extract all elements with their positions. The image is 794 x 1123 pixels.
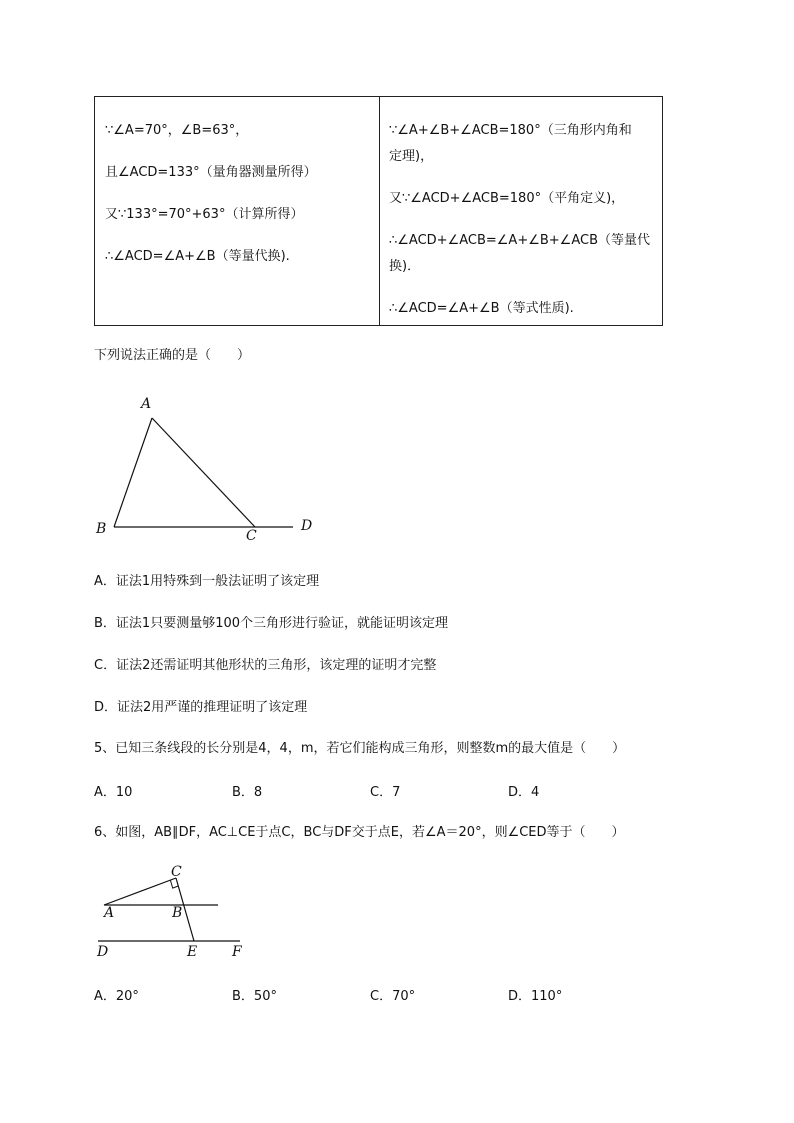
q4-option-b: B．证法1只要测量够100个三角形进行验证，就能证明该定理 [94, 616, 449, 631]
triangle-abc-figure [90, 390, 330, 550]
segment-ac [104, 878, 176, 905]
q5-option-a: A．10 [94, 785, 133, 800]
left-proof-line: 且∠ACD=133°（量角器测量所得） [105, 165, 317, 180]
q5-stem: 5、已知三条线段的长分别是4，4，m，若它们能构成三角形，则整数m的最大值是（ ） [94, 741, 626, 756]
right-proof-line: 定理)， [389, 149, 434, 164]
q5-option-b: B．8 [232, 785, 263, 800]
q6-option-a: A．20° [94, 989, 139, 1004]
q6-stem: 6、如图，AB∥DF，AC⊥CE于点C，BC与DF交于点E，若∠A＝20°，则∠CED等于（ ） [94, 825, 625, 840]
label-point-a: A [104, 905, 115, 921]
q4-option-d: D．证法2用严谨的推理证明了该定理 [94, 700, 308, 715]
label-point-b: B [96, 521, 107, 537]
segment-ac [152, 418, 255, 527]
table-divider [379, 97, 380, 325]
q4-option-c: C．证法2还需证明其他形状的三角形，该定理的证明才完整 [94, 658, 437, 673]
right-proof-line: 换)． [389, 259, 421, 274]
q4-option-a: A．证法1用特殊到一般法证明了该定理 [94, 574, 320, 589]
right-proof-line: ∴∠ACD=∠A+∠B（等式性质). [389, 301, 574, 316]
right-proof-line: 又∵∠ACD+∠ACB=180°（平角定义)， [389, 191, 625, 206]
left-proof-line: 又∵133°=70°+63°（计算所得） [105, 207, 304, 222]
label-point-e: E [187, 944, 198, 960]
label-point-a: A [141, 396, 152, 412]
label-point-b: B [172, 905, 183, 921]
q6-option-d: D．110° [508, 989, 563, 1004]
left-proof-line: ∴∠ACD=∠A+∠B（等量代换). [105, 249, 290, 264]
label-point-d: D [97, 944, 109, 960]
right-proof-line: ∵∠A+∠B+∠ACB=180°（三角形内角和 [389, 123, 632, 138]
q4-stem: 下列说法正确的是（ ） [94, 348, 251, 363]
label-point-d: D [301, 518, 313, 534]
q5-option-c: C．7 [370, 785, 401, 800]
label-point-c: C [171, 864, 182, 880]
right-proof-line: ∴∠ACD+∠ACB=∠A+∠B+∠ACB（等量代 [389, 233, 650, 248]
q6-option-b: B．50° [232, 989, 277, 1004]
q6-option-c: C．70° [370, 989, 416, 1004]
proof-table [94, 96, 663, 326]
label-point-f: F [232, 944, 242, 960]
label-point-c: C [246, 528, 257, 544]
segment-ab [114, 418, 152, 527]
q5-option-d: D．4 [508, 785, 540, 800]
left-proof-line: ∵∠A=70°，∠B=63°， [105, 123, 249, 138]
